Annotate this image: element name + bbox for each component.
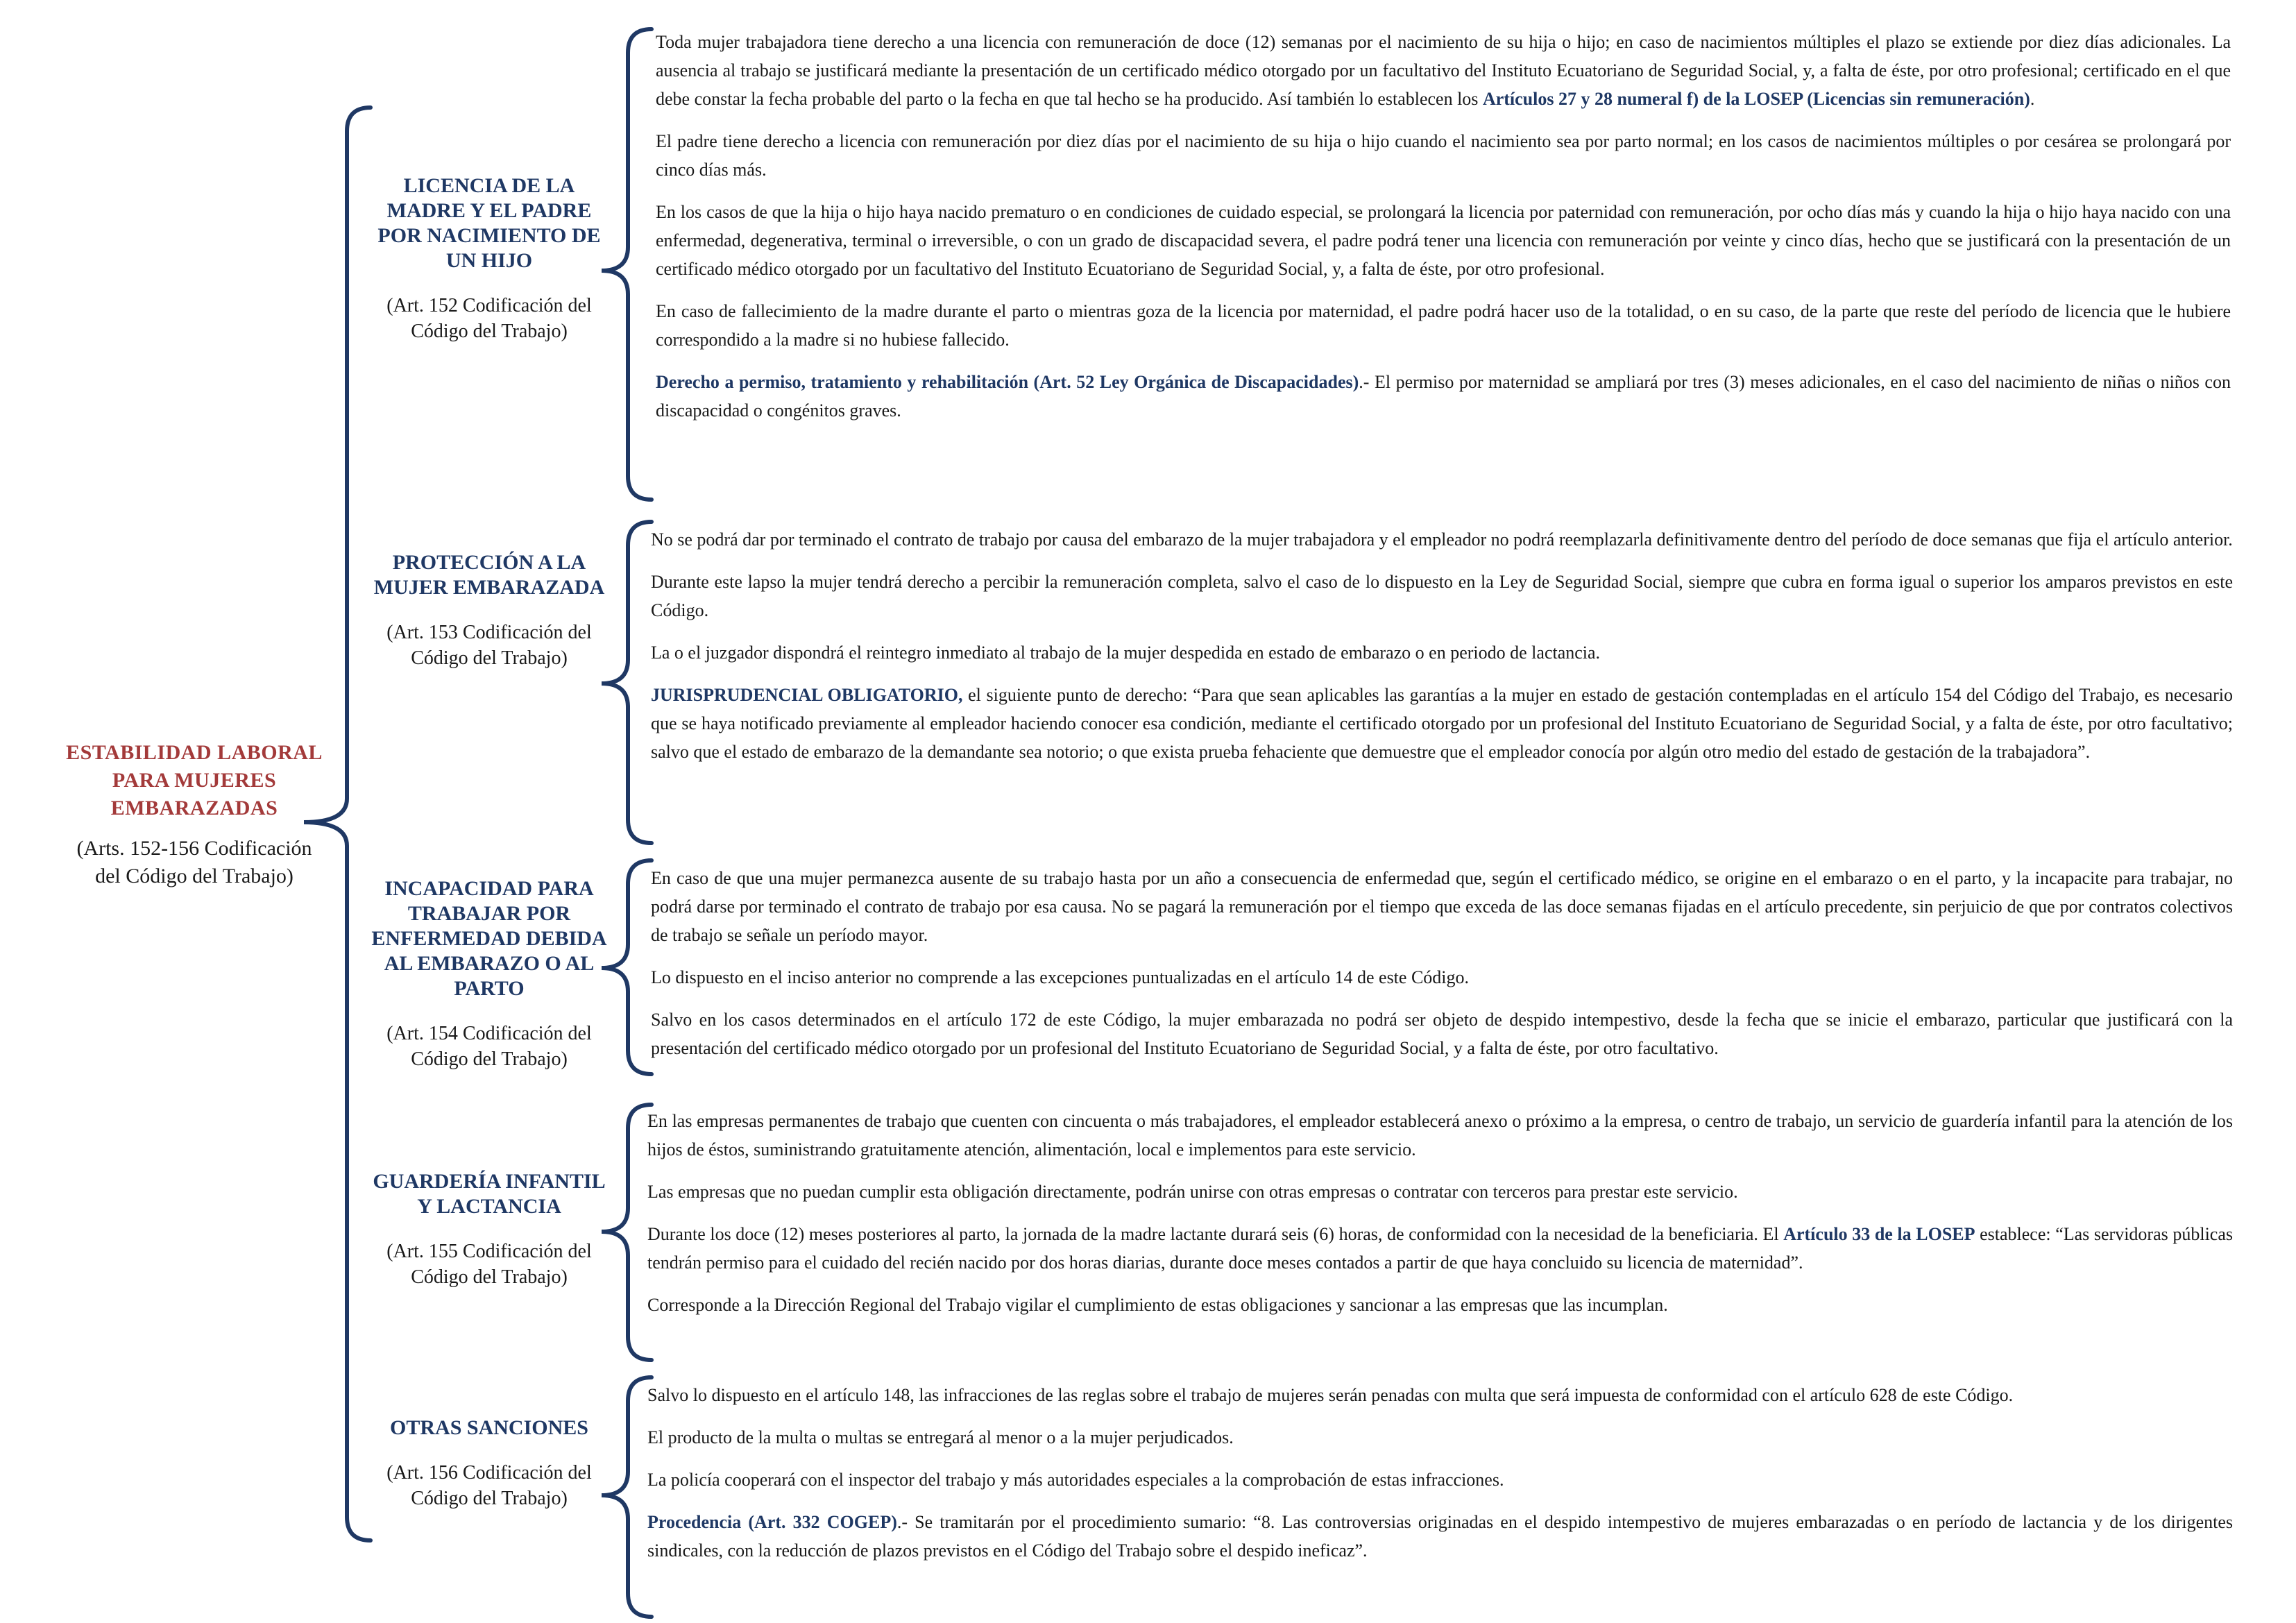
paragraph-text: El padre tiene derecho a licencia con remuneración por diez días por el nacimiento de su hija o hijo cuando el nacimiento sea por parto normal; en los casos de nacimientos múltiples o por cesárea se prolongará por cinco días más. (656, 131, 2231, 180)
paragraph (656, 28, 2231, 113)
category-title: GUARDERÍA INFANTIL Y LACTANCIA (373, 1170, 606, 1218)
paragraph-text: Toda mujer trabajadora tiene derecho a una licencia con remuneración de doce (12) semanas por el nacimiento de su hija o hijo; en caso de nacimientos múltiples el plazo se extiende por diez días adicionales. La ausencia al trabajo se justificará mediante la presentación de un certificado médico otorgado por un facultativo del Instituto Ecuatoriano de Seguridad Social, y, a falta de éste, por otro profesional; certificado en el que debe constar la fecha probable del parto o la fecha en que tal hecho se ha producido. Así también lo establecen los (656, 32, 2231, 109)
paragraph-text: Salvo en los casos determinados en el artículo 172 de este Código, la mujer embarazada no podrá ser objeto de despido intempestivo, desde la fecha que se inicie el embarazo, particular que justificará con la presentación del certificado médico otorgado por un profesional del Instituto Ecuatoriano de Seguridad Social, y a falta de éste, por otro facultativo. (651, 1010, 2233, 1058)
paragraph-text: La policía cooperará con el inspector del trabajo y más autoridades especiales a la comprobación de estas infracciones. (647, 1470, 1504, 1490)
paragraph (647, 1107, 2233, 1164)
paragraph (647, 1178, 2233, 1206)
paragraph-text: Durante los doce (12) meses posteriores al parto, la jornada de la madre lactante durará seis (6) horas, de conformidad con la necesidad de la beneficiaria. El (647, 1224, 1784, 1244)
paragraph-text: Durante este lapso la mujer tendrá derecho a percibir la remuneración completa, salvo el caso de lo dispuesto en la Ley de Seguridad Social, siempre que cubra en forma igual o superior los amparos previstos en este Código. (651, 572, 2233, 620)
root-node (62, 739, 326, 890)
paragraph (647, 1423, 2233, 1452)
content-licencia (656, 28, 2231, 505)
licencia-brace (602, 29, 652, 500)
paragraph (647, 1291, 2233, 1319)
paragraph-text: Las empresas que no puedan cumplir esta obligación directamente, podrán unirse con otras empresas o contratar con terceros para prestar este servicio. (647, 1182, 1738, 1202)
category-guarderia (371, 1169, 607, 1290)
paragraph-text: establece: “Las servidoras públicas tendrán permiso para el cuidado del recién nacido por dos horas diarias, durante doce meses contados a partir de que haya concluido su licencia de maternidad”. (647, 1224, 2233, 1273)
paragraph (647, 1381, 2233, 1409)
highlight-reference: Derecho a permiso, tratamiento y rehabilitación (Art. 52 Ley Orgánica de Discapacidades) (656, 372, 1359, 392)
paragraph (647, 1465, 2233, 1494)
category-incapacidad (371, 876, 607, 1072)
paragraph (651, 568, 2233, 624)
content-guarderia (647, 1107, 2233, 1363)
category-proteccion (371, 550, 607, 671)
paragraph-text: . (2030, 89, 2035, 109)
paragraph-text: El producto de la multa o multas se entregará al menor o a la mujer perjudicados. (647, 1427, 1234, 1447)
paragraph-text: En los casos de que la hija o hijo haya nacido prematuro o en condiciones de cuidado especial, se prolongará la licencia por paternidad con remuneración, por ocho días más y cuando la hija o hijo haya nacido con una enfermedad, degenerativa, terminal o irreversible, o con un grado de discapacidad severa, el padre podrá tener una licencia con remuneración por veinte y cinco días, hecho que se justificará con la presentación de un certificado médico otorgado por un facultativo del Instituto Ecuatoriano de Seguridad Social, y, a falta de éste, por otro profesional. (656, 202, 2231, 279)
root-title: ESTABILIDAD LABORAL PARA MUJERES EMBARAZADAS (66, 741, 323, 819)
paragraph-text: Corresponde a la Dirección Regional del Trabajo vigilar el cumplimiento de estas obligaciones y sancionar a las empresas que las incumplan. (647, 1295, 1668, 1315)
paragraph-text: .- Se tramitarán por el procedimiento sumario: “8. Las controversias originadas en el despido intempestivo de mujeres embarazadas o en período de lactancia y de los dirigentes sindicales, con la reducción de plazos previstos en el Código del Trabajo sobre el despido ineficaz”. (647, 1512, 2233, 1561)
paragraph (656, 297, 2231, 354)
paragraph-text: Lo dispuesto en el inciso anterior no comprende a las excepciones puntualizadas en el artículo 14 de este Código. (651, 967, 1470, 987)
category-reference: (Art. 153 Codificación del Código del Trabajo) (386, 622, 592, 669)
category-reference: (Art. 154 Codificación del Código del Trabajo) (386, 1023, 592, 1070)
paragraph-text: En caso de fallecimiento de la madre durante el parto o mientras goza de la licencia por maternidad, el padre podrá hacer uso de la totalidad, o en su caso, de la parte que reste del período de licencia que le hubiere correspondido a la madre si no hubiese fallecido. (656, 301, 2231, 350)
paragraph (651, 1005, 2233, 1062)
paragraph-text: No se podrá dar por terminado el contrato de trabajo por causa del embarazo de la mujer trabajadora y el empleador no podrá reemplazarla definitivamente dentro del período de doce semanas que fija el artículo anterior. (651, 529, 2233, 550)
highlight-reference: Procedencia (Art. 332 COGEP) (647, 1512, 897, 1532)
content-otras-sanciones (647, 1381, 2233, 1617)
category-title: OTRAS SANCIONES (390, 1416, 588, 1439)
content-proteccion (651, 525, 2233, 844)
paragraph (656, 198, 2231, 283)
paragraph (651, 681, 2233, 766)
paragraph (647, 1220, 2233, 1277)
category-reference: (Art. 156 Codificación del Código del Trabajo) (386, 1462, 592, 1509)
paragraph (651, 525, 2233, 554)
category-licencia (371, 173, 607, 344)
paragraph-text: Salvo lo dispuesto en el artículo 148, las infracciones de las reglas sobre el trabajo de mujeres serán penadas con multa que será impuesta de conformidad con el artículo 628 de este Código. (647, 1385, 2014, 1405)
paragraph (651, 864, 2233, 949)
highlight-reference: Artículos 27 y 28 numeral f) de la LOSEP (Licencias sin remuneración) (1482, 89, 2030, 109)
paragraph-text: el siguiente punto de derecho: “Para que sean aplicables las garantías a la mujer en estado de gestación contempladas en el artículo 154 del Código del Trabajo, es necesario que se haya notificado previamente al empleador haciendo conocer esa condición, mediante el certificado otorgado por un profesional del Instituto Ecuatoriano de Seguridad Social, y a falta de éste, por otro facultativo; salvo que el estado de embarazo de la demandante sea notorio; o que exista prueba fehaciente que demuestre que el empleador conocía por algún otro medio del estado de gestación de la trabajadora”. (651, 685, 2233, 762)
category-title: PROTECCIÓN A LA MUJER EMBARAZADA (373, 551, 605, 599)
paragraph-text: La o el juzgador dispondrá el reintegro inmediato al trabajo de la mujer despedida en estado de embarazo o en periodo de lactancia. (651, 643, 1601, 663)
otras-sanciones-brace (602, 1377, 652, 1617)
paragraph (656, 127, 2231, 184)
proteccion-brace (602, 522, 652, 843)
paragraph-text: .- El permiso por maternidad se ampliará por tres (3) meses adicionales, en el caso del nacimiento de niñas o niños con discapacidad o congénitos graves. (656, 372, 2231, 420)
paragraph (647, 1508, 2233, 1565)
category-reference: (Art. 152 Codificación del Código del Trabajo) (386, 295, 592, 342)
category-title: LICENCIA DE LA MADRE Y EL PADRE POR NACIMIENTO DE UN HIJO (377, 174, 601, 272)
paragraph (651, 963, 2233, 992)
paragraph-text: En caso de que una mujer permanezca ausente de su trabajo hasta por un año a consecuencia de enfermedad que, según el certificado médico, se origine en el embarazo o en el parto, y la incapacite para trabajar, no podrá darse por terminado el contrato de trabajo por esa causa. No se pagará la remuneración por el tiempo que exceda de las doce semanas fijadas en el artículo precedente, sin perjuicio de que por contratos colectivos de trabajo se señale un período mayor. (651, 868, 2233, 945)
content-incapacidad (651, 864, 2233, 1072)
paragraph (651, 638, 2233, 667)
incapacidad-brace (602, 860, 652, 1074)
highlight-reference: JURISPRUDENCIAL OBLIGATORIO, (651, 685, 963, 705)
category-reference: (Art. 155 Codificación del Código del Trabajo) (386, 1241, 592, 1288)
guarderia-brace (602, 1105, 652, 1360)
paragraph (656, 368, 2231, 425)
category-otras-sanciones (371, 1416, 607, 1511)
paragraph-text: En las empresas permanentes de trabajo que cuenten con cincuenta o más trabajadores, el empleador establecerá anexo o próximo a la empresa, o centro de trabajo, un servicio de guardería infantil para la atención de los hijos de éstos, suministrando gratuitamente atención, alimentación, local e implementos para este servicio. (647, 1111, 2233, 1159)
category-title: INCAPACIDAD PARA TRABAJAR POR ENFERMEDAD DEBIDA AL EMBARAZO O AL PARTO (371, 877, 607, 1000)
highlight-reference: Artículo 33 de la LOSEP (1783, 1224, 1975, 1244)
root-reference: (Arts. 152-156 Codificación del Código del Trabajo) (76, 837, 312, 887)
